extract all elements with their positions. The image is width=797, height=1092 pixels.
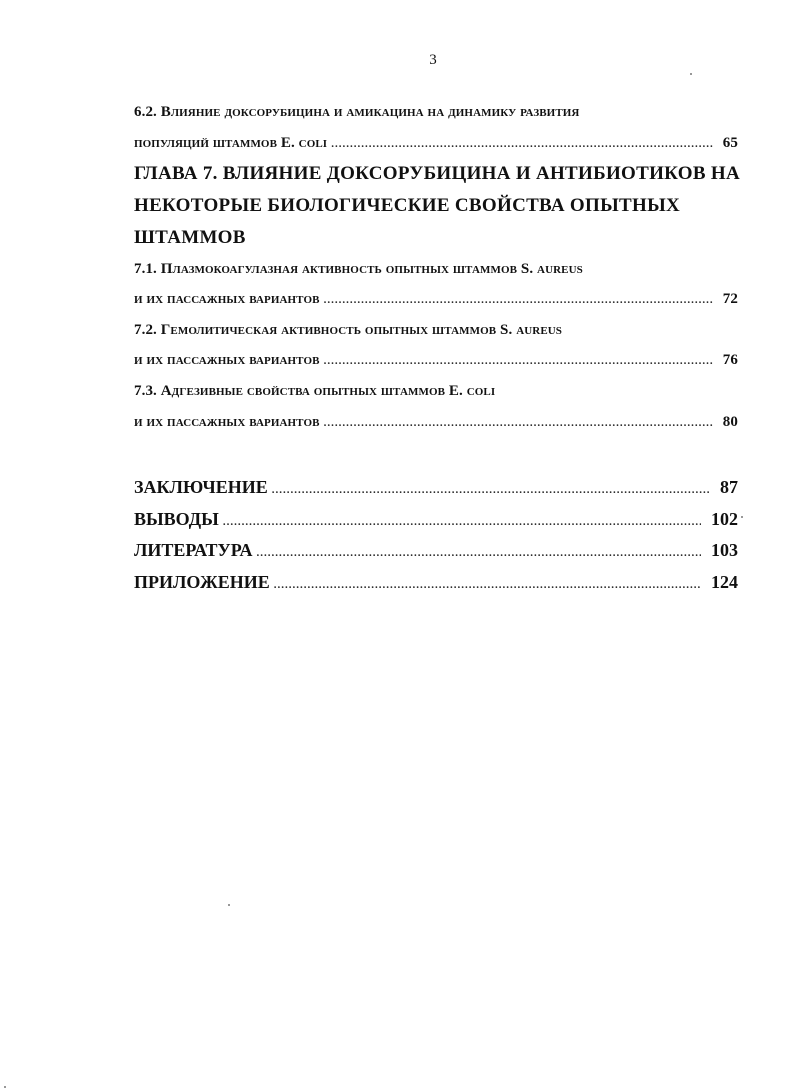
toc-entry-text: НЕКОТОРЫЕ БИОЛОГИЧЕСКИЕ СВОЙСТВА ОПЫТНЫХ <box>134 195 681 216</box>
toc-entry-text: и их пассажных вариантов <box>134 291 320 307</box>
toc-entry-7-3[interactable] <box>134 414 738 431</box>
toc-entry-7-3-title <box>134 383 738 400</box>
toc-entry-text: и их пассажных вариантов <box>134 414 320 430</box>
toc-entry-text: ЗАКЛЮЧЕНИЕ <box>134 477 268 497</box>
scan-speck <box>4 1086 6 1088</box>
toc-page-number: 76 <box>722 352 738 368</box>
leader-dots <box>331 138 713 150</box>
leader-dots <box>324 417 713 429</box>
toc-entry-text: ПРИЛОЖЕНИЕ <box>134 572 270 592</box>
scan-speck <box>690 73 692 75</box>
leader-dots <box>223 516 701 528</box>
toc-entry-text: ЛИТЕРАТУРА <box>134 540 253 560</box>
toc-chapter-7-line-2 <box>134 195 738 217</box>
toc-entry-findings[interactable] <box>134 509 738 530</box>
toc-entry-text: 6.2. Влияние доксорубицина и амикацина на динамику развития <box>134 104 580 120</box>
toc-page-number: 87 <box>720 477 738 497</box>
page-number: 3 <box>429 52 437 68</box>
toc-page-number: 102 <box>711 509 738 529</box>
toc-entry-6-2-title <box>134 104 738 121</box>
leader-dots <box>274 579 701 591</box>
toc-entry-7-2-title <box>134 322 738 339</box>
toc-entry-appendix[interactable] <box>134 572 738 593</box>
toc-entry-7-1[interactable] <box>134 291 738 308</box>
toc-chapter-7-line-3 <box>134 227 738 249</box>
toc-entry-6-2[interactable] <box>134 135 738 152</box>
toc-page-number: 103 <box>711 540 738 560</box>
toc-page-number: 72 <box>722 291 738 307</box>
toc-page-number: 124 <box>711 572 738 592</box>
toc-entry-literature[interactable] <box>134 540 738 561</box>
toc-chapter-7-line-1 <box>134 163 738 185</box>
toc-entry-text: 7.1. Плазмокоагулазная активность опытных штаммов S. aureus <box>134 261 583 277</box>
toc-entry-7-2[interactable] <box>134 352 738 369</box>
toc-entry-text: ШТАММОВ <box>134 227 246 248</box>
toc-entry-text: ГЛАВА 7. ВЛИЯНИЕ ДОКСОРУБИЦИНА И АНТИБИОТИКОВ НА <box>134 163 740 184</box>
scan-speck <box>228 904 230 906</box>
leader-dots <box>272 484 710 496</box>
toc-entry-text: популяций штаммов E. coli <box>134 135 328 151</box>
leader-dots <box>324 355 713 367</box>
toc-entry-conclusion[interactable] <box>134 477 738 498</box>
toc-page-number: 80 <box>722 414 738 430</box>
toc-entry-text: ВЫВОДЫ <box>134 509 219 529</box>
leader-dots <box>256 547 701 559</box>
toc-entry-text: 7.2. Гемолитическая активность опытных штаммов S. aureus <box>134 322 563 338</box>
scan-speck <box>741 516 743 518</box>
toc-page-number: 65 <box>722 135 738 151</box>
toc-entry-text: 7.3. Адгезивные свойства опытных штаммов E. coli <box>134 383 496 399</box>
toc-entry-text: и их пассажных вариантов <box>134 352 320 368</box>
toc-entry-7-1-title <box>134 261 738 278</box>
leader-dots <box>324 294 713 306</box>
